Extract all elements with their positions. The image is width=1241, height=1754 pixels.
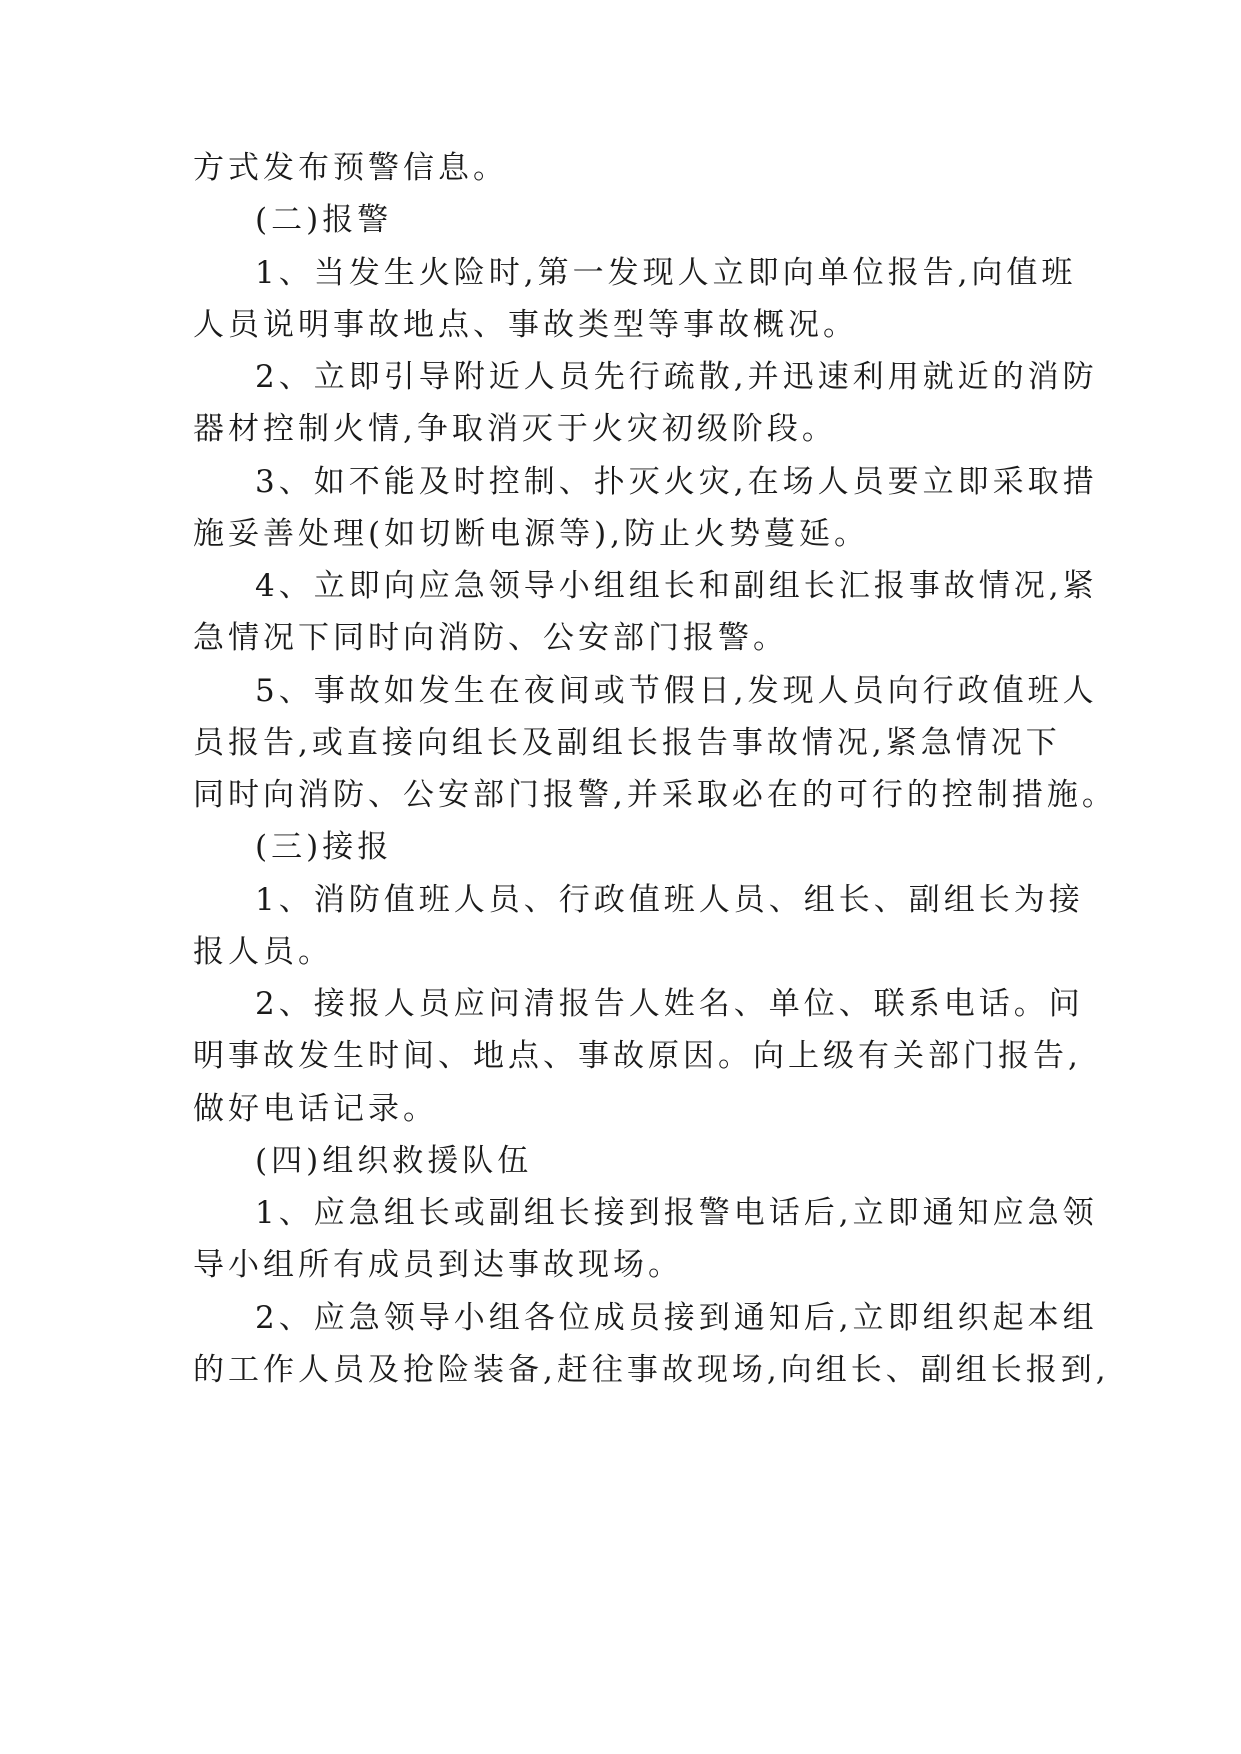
text-line: 的工作人员及抢险装备,赶往事故现场,向组长、副组长报到, xyxy=(193,1352,1110,1388)
text-line: 2、立即引导附近人员先行疏散,并迅速利用就近的消防 xyxy=(255,359,1098,395)
text-line: 员报告,或直接向组长及副组长报告事故情况,紧急情况下 xyxy=(193,725,1061,761)
text-line: 1、当发生火险时,第一发现人立即向单位报告,向值班 xyxy=(255,255,1077,291)
text-line: 器材控制火情,争取消灭于火灾初级阶段。 xyxy=(193,411,837,447)
text-line: 导小组所有成员到达事故现场。 xyxy=(193,1247,683,1283)
text-line: 5、事故如发生在夜间或节假日,发现人员向行政值班人 xyxy=(255,673,1098,709)
text-line: 方式发布预警信息。 xyxy=(193,150,508,186)
text-line: 2、接报人员应问清报告人姓名、单位、联系电话。问 xyxy=(255,986,1084,1022)
section-heading: (四)组织救援队伍 xyxy=(255,1143,533,1179)
text-line: 3、如不能及时控制、扑灭火灾,在场人员要立即采取措 xyxy=(255,464,1098,500)
section-heading: (三)接报 xyxy=(255,829,393,865)
text-line: 施妥善处理(如切断电源等),防止火势蔓延。 xyxy=(193,516,870,552)
section-heading: (二)报警 xyxy=(255,202,393,238)
text-line: 4、立即向应急领导小组组长和副组长汇报事故情况,紧 xyxy=(255,568,1098,604)
text-line: 1、消防值班人员、行政值班人员、组长、副组长为接 xyxy=(255,882,1084,918)
text-line: 明事故发生时间、地点、事故原因。向上级有关部门报告, xyxy=(193,1038,1082,1074)
text-line: 1、应急组长或副组长接到报警电话后,立即通知应急领 xyxy=(255,1195,1098,1231)
text-line: 急情况下同时向消防、公安部门报警。 xyxy=(193,620,788,656)
text-line: 同时向消防、公安部门报警,并采取必在的可行的控制措施。 xyxy=(193,777,1117,813)
text-line: 做好电话记录。 xyxy=(193,1091,438,1127)
text-line: 2、应急领导小组各位成员接到通知后,立即组织起本组 xyxy=(255,1300,1098,1336)
text-line: 人员说明事故地点、事故类型等事故概况。 xyxy=(193,307,858,343)
text-line: 报人员。 xyxy=(193,934,333,970)
